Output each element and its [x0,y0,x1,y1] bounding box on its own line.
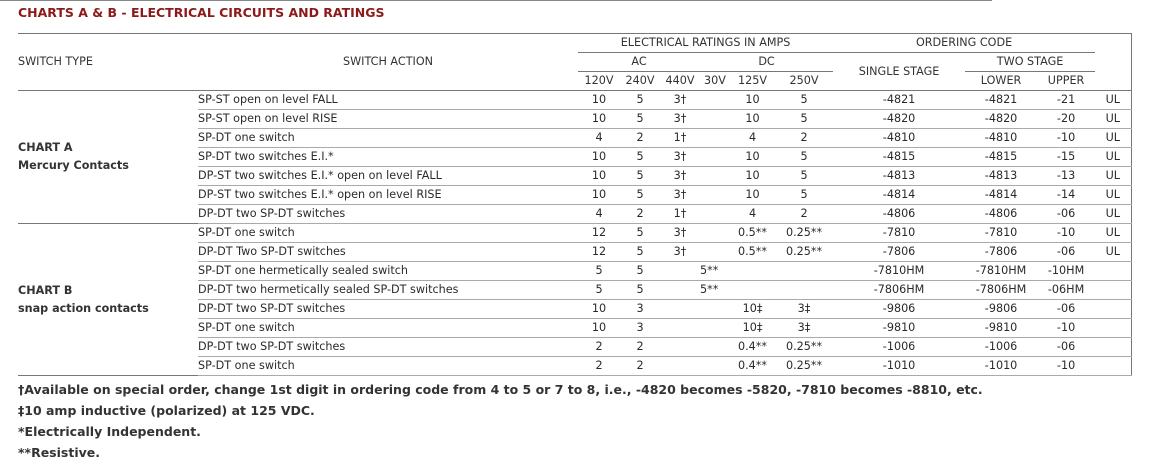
upper-cell: -14 [1037,186,1095,205]
dc-250v-cell: 2 [775,205,833,224]
ac-120v-cell: 4 [578,205,620,224]
electrical-ratings-header: ELECTRICAL RATINGS IN AMPS [578,34,833,53]
ac-440v-cell: 3† [660,167,700,186]
ac-240v-cell: 5 [620,243,660,262]
single-stage-cell: -4821 [833,91,965,110]
dc-250v-cell: 3‡ [775,319,833,338]
upper-cell: -13 [1037,167,1095,186]
single-stage-cell: -1010 [833,357,965,376]
upper-cell: -06 [1037,300,1095,319]
single-stage-header: SINGLE STAGE [858,64,940,78]
single-stage-cell: -7810 [833,224,965,243]
chart-description: snap action contacts [18,301,149,315]
dc-30v-cell: 5** [700,262,730,281]
v440-header: 440V [665,74,695,87]
v125-header: 125V [737,74,767,87]
header-row-1 [18,34,1131,53]
chart-b-body [18,224,1131,376]
dc-125v-cell: 4 [730,205,775,224]
dc-125v-cell: 10‡ [730,319,775,338]
switch-action-cell: SP-ST open on level RISE [198,110,578,129]
table-row [18,224,1131,243]
dc-250v-cell: 5 [775,186,833,205]
dc-250v-cell: 5 [775,167,833,186]
dc-125v-cell [730,281,775,300]
ac-440v-cell: 3† [660,224,700,243]
ratings-table [18,33,1132,376]
ac-120v-cell: 10 [578,186,620,205]
footnote-asterisk: *Electrically Independent. [18,424,201,439]
switch-action-cell: SP-DT one switch [198,319,578,338]
chart-description: Mercury Contacts [18,159,129,172]
upper-cell: -21 [1037,91,1095,110]
single-stage-cell: -4814 [833,186,965,205]
upper-cell: -06 [1037,243,1095,262]
ac-240v-cell: 5 [620,262,660,281]
upper-cell: -06 [1037,338,1095,357]
ul-header-spacer [1095,34,1131,91]
dc-125v-cell: 0.5** [730,243,775,262]
upper-cell: -10HM [1037,262,1095,281]
ac-240v-cell: 3 [620,300,660,319]
upper-header: UPPER [1047,74,1085,87]
dc-250v-cell: 3‡ [775,300,833,319]
ul-mark [1095,262,1131,281]
lower-cell: -9806 [965,300,1037,319]
footnote-double-asterisk: **Resistive. [18,445,100,460]
ac-440v-cell [660,357,700,376]
dc-250v-cell: 5 [775,91,833,110]
dc-250v-cell: 2 [775,129,833,148]
lower-cell: -9810 [965,319,1037,338]
dc-125v-cell: 10 [730,167,775,186]
ac-120v-cell: 2 [578,338,620,357]
ac-120v-cell: 10 [578,148,620,167]
ul-mark: UL [1095,186,1131,205]
switch-type-header: SWITCH TYPE [18,55,93,68]
lower-cell: -7810HM [965,262,1037,281]
dc-250v-cell: 5 [775,148,833,167]
ac-240v-cell: 5 [620,224,660,243]
ac-440v-cell [660,300,700,319]
ac-240v-cell: 5 [620,110,660,129]
ac-440v-cell [660,338,700,357]
switch-action-cell: SP-DT one hermetically sealed switch [198,262,578,281]
switch-action-cell: DP-DT two hermetically sealed SP-DT switches [198,281,578,300]
ul-mark: UL [1095,148,1131,167]
dc-header: DC [700,53,833,72]
single-stage-cell: -4813 [833,167,965,186]
dc-250v-cell: 5 [775,110,833,129]
single-stage-cell: -1006 [833,338,965,357]
ac-120v-cell: 10 [578,91,620,110]
ac-240v-cell: 2 [620,205,660,224]
v30-header: 30V [704,74,726,87]
dc-250v-cell [775,281,833,300]
dc-30v-cell [700,167,730,186]
ul-mark [1095,357,1131,376]
ac-440v-cell: 1† [660,129,700,148]
ac-240v-cell: 5 [620,186,660,205]
lower-cell: -4821 [965,91,1037,110]
dc-30v-cell [700,319,730,338]
ul-mark: UL [1095,129,1131,148]
lower-cell: -4814 [965,186,1037,205]
ordering-code-header: ORDERING CODE [833,34,1095,53]
switch-action-cell: SP-DT two switches E.I.* [198,148,578,167]
switch-action-cell: DP-DT two SP-DT switches [198,300,578,319]
ac-440v-cell: 3† [660,186,700,205]
switch-action-cell: SP-DT one switch [198,357,578,376]
switch-action-cell: DP-DT Two SP-DT switches [198,243,578,262]
ul-mark: UL [1095,205,1131,224]
v120-header: 120V [584,74,614,87]
ul-mark: UL [1095,167,1131,186]
two-stage-header: TWO STAGE [965,53,1095,72]
ul-mark: UL [1095,110,1131,129]
dc-125v-cell: 0.5** [730,224,775,243]
dc-125v-cell: 0.4** [730,357,775,376]
dc-125v-cell: 4 [730,129,775,148]
switch-action-cell: SP-DT one switch [198,224,578,243]
footnotes [18,379,983,463]
ul-mark [1095,338,1131,357]
dc-30v-cell [700,129,730,148]
switch-action-cell: DP-ST two switches E.I.* open on level FALL [198,167,578,186]
dc-30v-cell [700,91,730,110]
v250-header: 250V [789,74,819,87]
single-stage-cell: -9806 [833,300,965,319]
ac-440v-cell [660,281,700,300]
lower-cell: -4815 [965,148,1037,167]
ac-240v-cell: 3 [620,319,660,338]
upper-cell: -20 [1037,110,1095,129]
ac-440v-cell: 1† [660,205,700,224]
lower-cell: -4810 [965,129,1037,148]
lower-cell: -7810 [965,224,1037,243]
dc-125v-cell: 10 [730,148,775,167]
ac-440v-cell: 3† [660,148,700,167]
dc-30v-cell [700,110,730,129]
dc-30v-cell [700,224,730,243]
dc-30v-cell [700,357,730,376]
single-stage-cell: -4806 [833,205,965,224]
ac-240v-cell: 2 [620,357,660,376]
dc-30v-cell [700,243,730,262]
footnote-double-dagger: ‡10 amp inductive (polarized) at 125 VDC. [18,403,315,418]
footnote-dagger: †Available on special order, change 1st digit in ordering code from 4 to 5 or 7 to 8, i.e., -4820 becomes -5820, -7810 becomes -8810, etc. [18,382,983,397]
switch-action-cell: DP-DT two SP-DT switches [198,338,578,357]
ac-240v-cell: 2 [620,129,660,148]
dc-250v-cell: 0.25** [775,338,833,357]
upper-cell: -10 [1037,224,1095,243]
upper-cell: -15 [1037,148,1095,167]
switch-action-header: SWITCH ACTION [343,55,433,68]
lower-cell: -7806 [965,243,1037,262]
dc-30v-cell [700,205,730,224]
lower-cell: -1006 [965,338,1037,357]
dc-30v-cell [700,148,730,167]
ac-120v-cell: 2 [578,357,620,376]
dc-250v-cell: 0.25** [775,243,833,262]
chart-b-label [18,224,198,376]
lower-cell: -7806HM [965,281,1037,300]
dc-125v-cell [730,262,775,281]
ac-120v-cell: 10 [578,110,620,129]
single-stage-cell: -4810 [833,129,965,148]
lower-cell: -4813 [965,167,1037,186]
ac-240v-cell: 2 [620,338,660,357]
ul-mark [1095,300,1131,319]
dc-125v-cell: 10 [730,91,775,110]
lower-header: LOWER [980,74,1022,87]
page-title: CHARTS A & B - ELECTRICAL CIRCUITS AND RATINGS [18,5,385,20]
upper-cell: -10 [1037,129,1095,148]
table-row [18,91,1131,110]
ac-240v-cell: 5 [620,167,660,186]
ac-120v-cell: 4 [578,129,620,148]
ac-120v-cell: 10 [578,319,620,338]
dc-250v-cell: 0.25** [775,357,833,376]
ul-mark: UL [1095,243,1131,262]
ac-240v-cell: 5 [620,148,660,167]
dc-30v-cell [700,338,730,357]
single-stage-cell: -4820 [833,110,965,129]
ac-120v-cell: 12 [578,224,620,243]
switch-action-cell: SP-DT one switch [198,129,578,148]
switch-action-cell: SP-ST open on level FALL [198,91,578,110]
dc-250v-cell [775,262,833,281]
switch-action-cell: DP-DT two SP-DT switches [198,205,578,224]
dc-30v-cell [700,300,730,319]
dc-30v-cell: 5** [700,281,730,300]
dc-125v-cell: 10‡ [730,300,775,319]
ac-120v-cell: 5 [578,262,620,281]
upper-cell: -06 [1037,205,1095,224]
single-stage-cell: -7810HM [833,262,965,281]
ac-120v-cell: 5 [578,281,620,300]
chart-a-body [18,91,1131,224]
ul-mark [1095,281,1131,300]
ul-mark: UL [1095,91,1131,110]
chart-name: CHART A [18,141,73,154]
ac-440v-cell: 3† [660,243,700,262]
chart-a-label [18,91,198,224]
ac-440v-cell [660,262,700,281]
ul-mark: UL [1095,224,1131,243]
ac-120v-cell: 10 [578,300,620,319]
single-stage-cell: -4815 [833,148,965,167]
single-stage-cell: -7806 [833,243,965,262]
dc-125v-cell: 0.4** [730,338,775,357]
ul-mark [1095,319,1131,338]
ac-header: AC [578,53,700,72]
single-stage-cell: -7806HM [833,281,965,300]
ac-120v-cell: 10 [578,167,620,186]
dc-250v-cell: 0.25** [775,224,833,243]
lower-cell: -4806 [965,205,1037,224]
ac-240v-cell: 5 [620,91,660,110]
top-rule [0,0,992,1]
ac-440v-cell [660,319,700,338]
chart-name: CHART B [18,283,73,297]
dc-125v-cell: 10 [730,110,775,129]
ac-440v-cell: 3† [660,110,700,129]
ac-440v-cell: 3† [660,91,700,110]
lower-cell: -4820 [965,110,1037,129]
ac-240v-cell: 5 [620,281,660,300]
lower-cell: -1010 [965,357,1037,376]
single-stage-cell: -9810 [833,319,965,338]
dc-30v-cell [700,186,730,205]
ac-120v-cell: 12 [578,243,620,262]
upper-cell: -06HM [1037,281,1095,300]
upper-cell: -10 [1037,357,1095,376]
v240-header: 240V [625,74,655,87]
dc-125v-cell: 10 [730,186,775,205]
switch-action-cell: DP-ST two switches E.I.* open on level RISE [198,186,578,205]
upper-cell: -10 [1037,319,1095,338]
